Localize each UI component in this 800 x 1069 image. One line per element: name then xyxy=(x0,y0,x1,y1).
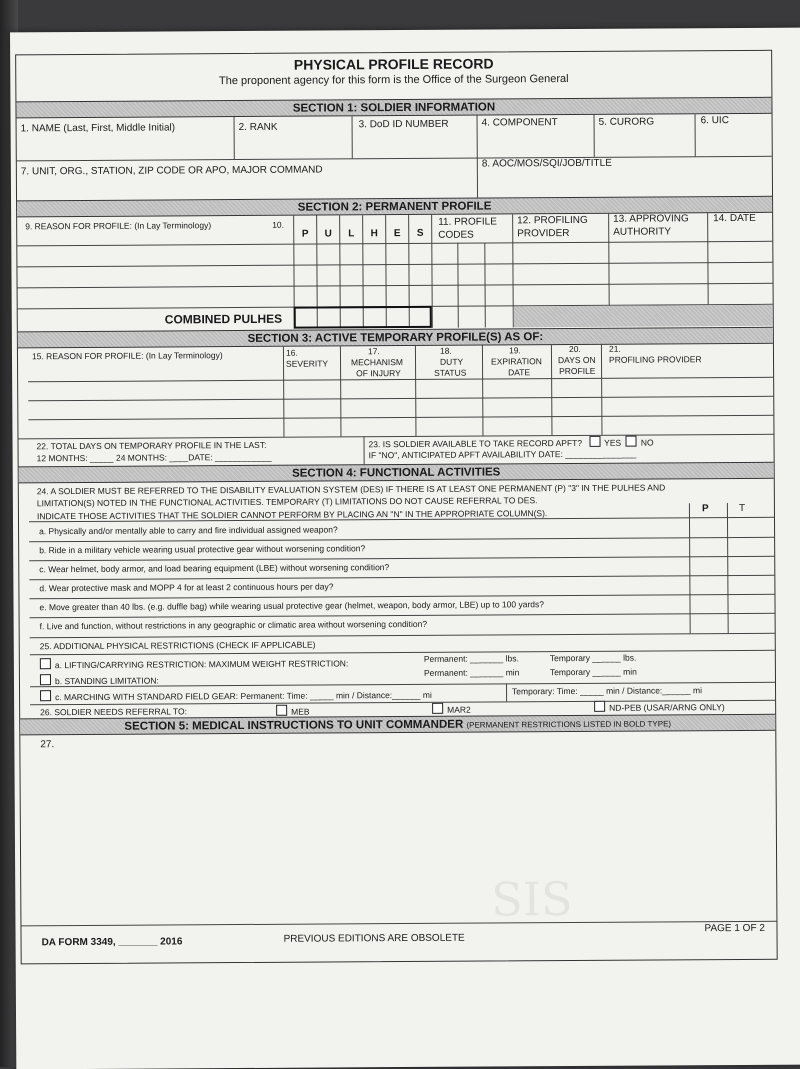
lifting-permanent[interactable]: Permanent: _______ lbs. xyxy=(423,653,519,664)
physical-profile-form xyxy=(15,50,778,965)
section5-heading-text: SECTION 5: MEDICAL INSTRUCTIONS TO UNIT COMMANDER xyxy=(124,718,464,733)
expiration-label-3: DATE xyxy=(508,367,531,378)
paper-sheet xyxy=(10,28,800,1069)
form-title: PHYSICAL PROFILE RECORD xyxy=(293,55,494,73)
standing-permanent[interactable]: Permanent: _______ min xyxy=(423,667,520,678)
dod-id-field[interactable]: 3. DoD ID NUMBER xyxy=(358,118,449,131)
duty-status-label-2: DUTY xyxy=(439,356,464,367)
marching-text: c. MARCHING WITH STANDARD FIELD GEAR: Permanent: Time: _____ min / Distance:______ mi xyxy=(55,689,432,703)
temp-reason-label xyxy=(32,350,223,361)
pulhes-e: E xyxy=(393,228,401,240)
unit-station-field[interactable]: 7. UNIT, ORG., STATION, ZIP CODE OR APO, MAJOR COMMAND xyxy=(20,164,323,178)
activity-e: e. Move greater than 40 lbs. (e.g. duffle bag) while wearing usual protective gear (helmet, weapon, body armor, LBE) up to 100 yards? xyxy=(39,599,545,613)
referral-meb xyxy=(276,705,309,717)
referral-mar2 xyxy=(432,703,471,715)
mechanism-label-1: 17. xyxy=(367,346,380,357)
pulhes-l: L xyxy=(348,228,355,240)
des-note-3: INDICATE THOSE ACTIVITIES THAT THE SOLDIER CANNOT PERFORM BY PLACING AN "N" IN THE APPROPRIATE COLUMN(S). xyxy=(36,508,548,522)
form-id: DA FORM 3349, _______ 2016 xyxy=(41,936,183,949)
page-number: PAGE 1 OF 2 xyxy=(704,922,765,935)
col-permanent-header: P xyxy=(701,503,709,515)
section5-heading xyxy=(20,714,775,736)
standing-checkbox[interactable] xyxy=(40,674,51,685)
pulhes-u: U xyxy=(324,228,332,240)
col-temporary-header: T xyxy=(738,502,746,514)
lifting-text: a. LIFTING/CARRYING RESTRICTION: MAXIMUM WEIGHT RESTRICTION: xyxy=(54,658,349,671)
approving-authority-label-2: AUTHORITY xyxy=(613,226,672,238)
section1-heading: SECTION 1: SOLDIER INFORMATION xyxy=(16,97,771,119)
referral-ndpeb xyxy=(594,700,725,713)
apft-no-label: NO xyxy=(640,437,654,448)
uic-field[interactable]: 6. UIC xyxy=(700,115,729,127)
profile-codes-label-2: CODES xyxy=(438,229,474,241)
section3-heading: SECTION 3: ACTIVE TEMPORARY PROFILE(S) AS OF: xyxy=(18,327,773,349)
marching-checkbox[interactable] xyxy=(40,690,51,701)
temp-reason-note: (In Lay Terminology) xyxy=(145,350,223,361)
ndpeb-checkbox[interactable] xyxy=(594,701,605,712)
pulhes-p: P xyxy=(301,228,309,240)
activity-d: d. Wear protective mask and MOPP 4 for at least 2 continuous hours per day? xyxy=(39,581,334,594)
temp-reason-text: 15. REASON FOR PROFILE: xyxy=(31,350,144,362)
lifting-restriction xyxy=(40,656,349,670)
standing-limitation xyxy=(40,674,159,687)
des-note-2: LIMITATION(S) NOTED IN THE FUNCTIONAL ACTIVITIES. TEMPORARY (T) LIMITATIONS DO NOT CAUSE REFERRAL TO DES. xyxy=(36,495,538,509)
activity-c: c. Wear helmet, body armor, and load bearing equipment (LBE) without worsening condition? xyxy=(39,562,390,575)
activity-b: b. Ride in a military vehicle wearing usual protective gear without worsening condition? xyxy=(39,543,366,556)
aoc-mos-field[interactable]: 8. AOC/MOS/SQI/JOB/TITLE xyxy=(481,157,612,170)
apft-yes-checkbox[interactable] xyxy=(589,436,600,447)
standing-text: b. STANDING LIMITATION: xyxy=(54,675,159,687)
reason-label-text: 9. REASON FOR PROFILE: xyxy=(25,220,132,232)
mar2-checkbox[interactable] xyxy=(432,703,443,714)
mechanism-label-2: MECHANISM xyxy=(350,357,404,368)
combined-pulhes-box[interactable] xyxy=(294,306,432,329)
pulhes-s: S xyxy=(416,227,424,239)
days-on-label-1: 20. xyxy=(568,343,581,355)
apft-question-text: 23. IS SOLDIER AVAILABLE TO TAKE RECORD APFT? xyxy=(368,437,583,450)
show-through-watermark: SIS xyxy=(491,871,573,927)
lifting-temporary[interactable]: Temporary ______ lbs. xyxy=(549,652,637,664)
profiling-provider-label-1: 12. PROFILING xyxy=(517,214,588,227)
date-label: 14. DATE xyxy=(713,212,756,225)
rank-field[interactable]: 2. RANK xyxy=(238,121,278,134)
expiration-label-1: 19. xyxy=(508,345,521,356)
severity-label-2: SEVERITY xyxy=(286,358,329,369)
duty-status-label-1: 18. xyxy=(439,345,452,356)
curorg-field[interactable]: 5. CURORG xyxy=(598,116,655,128)
section4-heading: SECTION 4: FUNCTIONAL ACTIVITIES xyxy=(19,462,774,484)
reason-note-text: (In Lay Terminology) xyxy=(134,220,212,231)
meb-label: MEB xyxy=(291,706,310,717)
marching-temporary[interactable]: Temporary: Time: _____ min / Distance:______ mi xyxy=(512,685,702,697)
combined-shaded-area xyxy=(514,305,773,328)
des-note-1: 24. A SOLDIER MUST BE REFERRED TO THE DISABILITY EVALUATION SYSTEM (DES) IF THERE IS AT LEAST ONE PERMANENT (P) "3" IN THE PULHES AND xyxy=(36,482,666,497)
section5-note: (PERMANENT RESTRICTIONS LISTED IN BOLD TYPE) xyxy=(466,719,672,730)
apft-no-checkbox[interactable] xyxy=(626,436,637,447)
referral-label: 26. SOLDIER NEEDS REFERRAL TO: xyxy=(40,706,187,718)
total-days-fields[interactable]: 12 MONTHS: _____ 24 MONTHS: ____DATE: ____________ xyxy=(36,451,272,464)
mechanism-label-3: OF INJURY xyxy=(356,368,401,379)
component-field[interactable]: 4. COMPONENT xyxy=(481,117,558,129)
form-subtitle: The proponent agency for this form is the Office of the Surgeon General xyxy=(218,73,569,88)
additional-restrictions-label: 25. ADDITIONAL PHYSICAL RESTRICTIONS (CHECK IF APPLICABLE) xyxy=(39,639,316,652)
combined-pulhes-label: COMBINED PULHES xyxy=(164,311,283,327)
expiration-label-2: EXPIRATION xyxy=(490,356,542,367)
mar2-label: MAR2 xyxy=(447,704,471,715)
days-on-label-3: PROFILE xyxy=(559,365,596,377)
apft-question xyxy=(368,435,653,449)
days-on-label-2: DAYS ON xyxy=(557,354,596,366)
marching-restriction xyxy=(40,688,432,702)
profile-codes-label-1: 11. PROFILE xyxy=(438,216,497,228)
pulhes-label: 10. xyxy=(272,219,285,230)
pulhes-h: H xyxy=(370,228,378,240)
temp-provider-label-1: 21. xyxy=(608,343,621,354)
apft-date-field[interactable]: IF "NO", ANTICIPATED APFT AVAILABILITY DATE: _______________ xyxy=(368,448,637,461)
severity-label-1: 16. xyxy=(285,347,298,358)
ndpeb-label: ND-PEB (USAR/ARNG ONLY) xyxy=(609,702,725,713)
lifting-checkbox[interactable] xyxy=(40,658,51,669)
total-days-label: 22. TOTAL DAYS ON TEMPORARY PROFILE IN THE LAST: xyxy=(36,439,267,452)
temp-provider-label-2: PROFILING PROVIDER xyxy=(608,354,702,365)
reason-for-profile-label xyxy=(25,220,211,231)
activity-f: f. Live and function, without restrictions in any geographic or climatic area without worsening condition? xyxy=(39,618,428,632)
medical-instructions-field[interactable]: 27. xyxy=(40,739,55,751)
meb-checkbox[interactable] xyxy=(276,705,287,716)
apft-yes-label: YES xyxy=(604,437,622,448)
obsolete-note: PREVIOUS EDITIONS ARE OBSOLETE xyxy=(283,932,465,945)
section2-heading: SECTION 2: PERMANENT PROFILE xyxy=(17,196,772,218)
profiling-provider-label-2: PROVIDER xyxy=(517,227,570,240)
name-field[interactable]: 1. NAME (Last, First, Middle Initial) xyxy=(20,122,176,135)
duty-status-label-3: STATUS xyxy=(434,367,467,378)
standing-temporary[interactable]: Temporary ______ min xyxy=(549,666,637,678)
approving-authority-label-1: 13. APPROVING xyxy=(613,213,689,225)
activity-a: a. Physically and/or mentally able to carry and fire individual assigned weapon? xyxy=(39,524,338,537)
